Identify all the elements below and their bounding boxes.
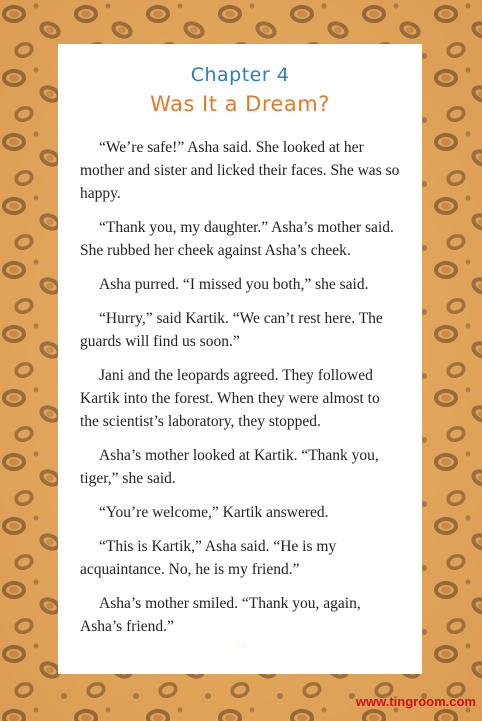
story-paragraph: Jani and the leopards agreed. They followed Kartik into the forest. When they were almost to the scientist’s laboratory, they stopped.: [80, 367, 380, 430]
story-paragraph: “This is Kartik,” Asha said. “He is my acquaintance. No, he is my friend.”: [80, 538, 337, 578]
story-paragraph: “You’re welcome,” Kartik answered.: [99, 504, 329, 521]
story-paragraph: Asha’s mother looked at Kartik. “Thank you, tiger,” she said.: [80, 447, 379, 487]
page-number: 16: [234, 639, 248, 651]
story-paragraph: “Thank you, my daughter.” Asha’s mother said. She rubbed her cheek against Asha’s cheek.: [80, 219, 394, 259]
site-watermark: www.tingroom.com: [355, 694, 476, 709]
story-paragraph: Asha’s mother smiled. “Thank you, again, Asha’s friend.”: [80, 595, 361, 635]
story-body: [80, 136, 402, 649]
chapter-number: Chapter 4: [190, 64, 290, 86]
story-paragraph: Asha purred. “I missed you both,” she said.: [99, 276, 369, 293]
story-page-panel: [58, 44, 422, 674]
story-paragraph: “We’re safe!” Asha said. She looked at her mother and sister and licked their faces. She was so happy.: [80, 139, 400, 202]
chapter-title: Was It a Dream?: [150, 92, 330, 116]
story-paragraph: “Hurry,” said Kartik. “We can’t rest here. The guards will find us soon.”: [80, 310, 383, 350]
